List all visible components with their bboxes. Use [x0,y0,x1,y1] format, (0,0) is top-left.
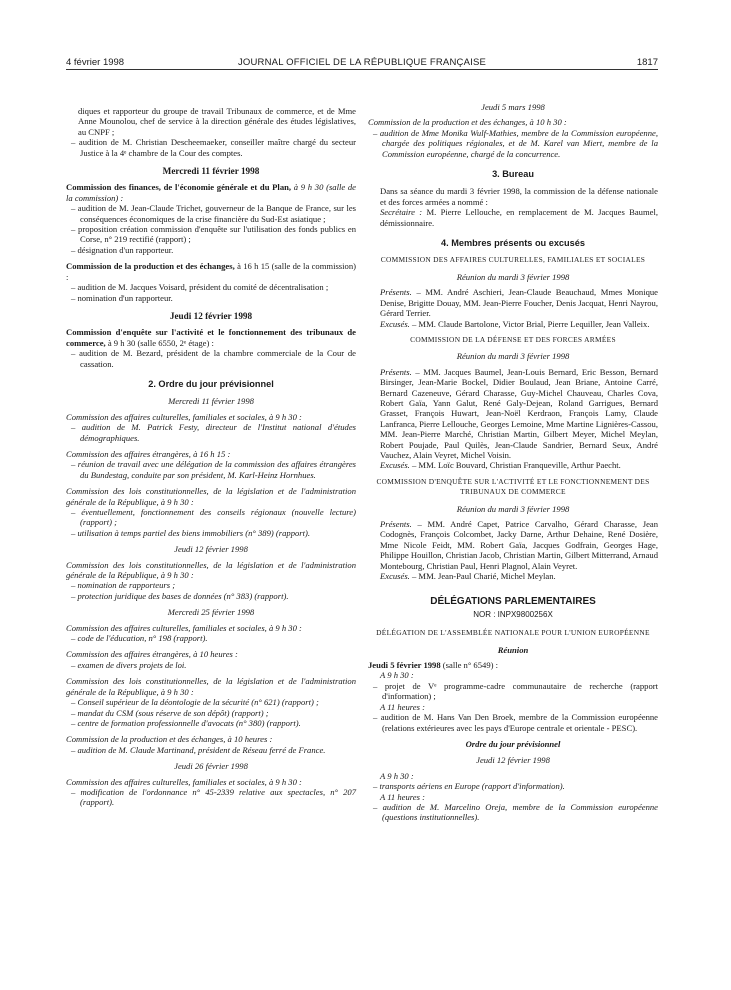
production-commission [66,261,356,303]
commission-title: Commission de la production et des échanges, à 10 heures : [66,734,273,745]
attendance-block [368,367,658,471]
commission-title: Commission des affaires culturelles, familiales et sociales, à 9 h 30 : [66,622,302,633]
attendance-block [368,287,658,329]
agenda-block [66,449,356,480]
date-heading: Mercredi 11 février 1998 [162,166,260,177]
agenda-block [66,649,356,670]
list-item: – proposition création commission d'enquête sur l'utilisation des fonds publics en Corse, n° 219 rectifié (rapport) ; [66,224,356,245]
agenda-block [66,560,356,602]
attendance-label: Excusés. [380,460,410,471]
agenda-heading: Ordre du jour prévisionnel [465,738,561,749]
commission-title: Commission des lois constitutionnelles, de la législation et de l'administration générale de la République, à 9 h 30 : [66,559,356,581]
list-item: – modification de l'ordonnance n° 45-2339 relative aux spectacles, n° 207 (rapport). [66,787,356,808]
date-heading: Jeudi 26 février 1998 [174,761,248,772]
commission-name: COMMISSION DE LA DÉFENSE ET DES FORCES ARMÉES [410,334,616,344]
agenda-block [66,734,356,755]
list-item: – Conseil supérieur de la déontologie de la sécurité (n° 621) (rapport) ; [66,697,356,707]
page-number: 1817 [636,57,658,68]
agenda-block [66,412,356,443]
date-heading: Réunion du mardi 3 février 1998 [456,351,570,362]
agenda-block [368,117,658,159]
list-item: – réunion de travail avec une délégation de la commission des affaires étrangères du Bundestag, conduite par son président, M. Karl-Heinz Hornhues. [66,459,356,480]
delegation-name: DÉLÉGATION DE L'ASSEMBLÉE NATIONALE POUR L'UNION EUROPÉENNE [376,628,650,638]
list-item: – mandat du CSM (sous réserve de son dépôt) (rapport) ; [66,708,356,718]
commission-title: Commission des affaires culturelles, familiales et sociales, à 9 h 30 : [66,776,302,787]
commission-title: Commission des affaires étrangères, à 10 heures : [66,649,238,660]
list-item: – audition de M. Claude Martinand, président de Réseau ferré de France. [66,745,356,755]
list-item: – audition de M. Christian Descheemaeker, conseiller maître chargé du secteur Justice à la 4ᵉ chambre de la Cour des comptes. [66,137,356,158]
list-item: – audition de M. Jean-Claude Trichet, gouverneur de la Banque de France, sur les conséquences économiques de la crise financière du Sud-Est asiatique ; [66,203,356,224]
intro-list [66,137,356,158]
list-item: – centre de formation professionnelle d'avocats (n° 380) (rapport). [66,718,356,728]
agenda-list [66,203,356,255]
enquete-commission [66,327,356,369]
attendance-names: – MM. Jacques Baumel, Jean-Louis Bernard, Eric Besson, Bernard Birsinger, Jean-Marie Bockel, Didier Boulaud, Jean Briane, Antoine Carré, Bernard Cazeneuve, Gérard Charasse, Guy-Michel Chauveau, Charles Cova, Robert Gaïa, Yann Galut, René Galy-Dejean, Roland Garrigues, Bernard Grasset, François Huwart, Jean-Noël Kerdraon, François Lamy, Claude Lanfranca, Pierre Lellouche, Georges Lemoine, Mme Martine Lignières-Cassou, MM. Jean-Pierre Marché, Christian Martin, Gilbert Meyer, Michel Meylan, Robert Poujade, Paul Quilès, Jean-Claude Sandrier, Bernard Seux, André Vauchez, Alain Veyret, Michel Voisin. [380,366,658,460]
commission-title: Commission des affaires étrangères, à 16 h 15 : [66,448,231,459]
list-item: – audition de M. Hans Van Den Broek, membre de la Commission européenne (relations extérieures avec les pays d'Europe centrale et orientale - PESC). [368,712,658,733]
date-heading: Mercredi 25 février 1998 [167,607,255,618]
commission-time: à 9 h 30 (salle 6550, 2ᵉ étage) : [107,337,214,348]
list-item: – transports aériens en Europe (rapport d'information). [368,781,658,791]
list-item: – protection juridique des bases de données (n° 383) (rapport). [66,591,356,601]
commission-title: Commission d'enquête sur l'activité et le fonctionnement des tribunaux de commerce, [66,327,356,348]
time-label: A 11 heures : [380,701,425,712]
commission-title: Commission des affaires culturelles, familiales et sociales, à 9 h 30 : [66,411,302,422]
list-item: – examen de divers projets de loi. [66,660,356,670]
bureau-label: Secrétaire : [380,207,423,218]
agenda-block [66,777,356,808]
commission-title: Commission des lois constitutionnelles, de la législation et de l'administration générale de la République, à 9 h 30 : [66,486,356,507]
agenda-list [66,348,356,369]
list-item: – nomination de rapporteurs ; [66,580,356,590]
agenda-block [66,623,356,644]
left-column [66,106,356,814]
date-heading: Réunion du mardi 3 février 1998 [456,503,570,514]
list-item: – désignation d'un rapporteur. [66,245,356,255]
list-item: – audition de M. Patrick Festy, directeur de l'Institut national d'études démographiques. [66,422,356,443]
date-heading: Jeudi 12 février 1998 [476,755,550,766]
attendance-label: Présents. [380,287,412,298]
attendance-names: – MM. Loïc Bouvard, Christian Franqueville, Arthur Paecht. [411,460,621,471]
commission-name: COMMISSION DES AFFAIRES CULTURELLES, FAMILIALES ET SOCIALES [380,255,646,265]
attendance-names: – MM. Claude Bartolone, Victor Brial, Pierre Lequiller, Jean Valleix. [411,318,650,329]
reunion-heading: Réunion [497,644,529,655]
list-item: – audition de M. Bezard, président de la chambre commerciale de la Cour de cassation. [66,348,356,369]
list-item: – code de l'éducation, n° 198 (rapport). [66,633,356,643]
list-item: – audition de Mme Monika Wulf-Mathies, membre de la Commission européenne, chargée des politiques régionales, et de M. Karel van Miert, membre de la Commission européenne, chargé de la concurrence. [368,128,658,159]
date-heading: Réunion du mardi 3 février 1998 [456,271,570,282]
section-heading: 2. Ordre du jour prévisionnel [148,378,274,389]
commission-name: COMMISSION D'ENQUÊTE SUR L'ACTIVITÉ ET LE FONCTIONNEMENT DES TRIBUNAUX DE COMMERCE [376,476,650,497]
commission-title: Commission de la production et des échanges, à 10 h 30 : [368,117,567,128]
delegations-title: DÉLÉGATIONS PARLEMENTAIRES [430,596,596,608]
agenda-list [66,282,356,303]
reunion-date: Jeudi 5 février 1998 [368,660,441,671]
commission-title: Commission des finances, de l'économie générale et du Plan, [66,182,292,193]
date-heading: Jeudi 5 mars 1998 [481,102,545,112]
commission-time: à 9 h 30 (salle de la commission) : [66,182,356,203]
reunion-room: (salle n° 6549) : [442,660,499,671]
date-heading: Jeudi 12 février 1998 [174,544,248,555]
date-heading: Mercredi 11 février 1998 [168,396,254,407]
right-column [368,102,658,829]
commission-title: Commission des lois constitutionnelles, de la législation et de l'administration générale de la République, à 9 h 30 : [66,676,356,697]
header-rule [66,69,658,70]
finance-commission [66,182,356,255]
agenda-block [368,771,658,823]
attendance-label: Excusés. [380,571,410,582]
attendance-names: – MM. Jean-Paul Charié, Michel Meylan. [411,571,556,582]
agenda-block [66,486,356,538]
intro-block [66,106,356,158]
time-label: A 9 h 30 : [380,770,414,781]
attendance-label: Excusés. [380,318,410,329]
list-item: – nomination d'un rapporteur. [66,293,356,303]
bureau-text: Dans sa séance du mardi 3 février 1998, la commission de la défense nationale et des forces armées a nommé : [380,186,658,207]
section-heading: 4. Membres présents ou excusés [440,238,585,249]
date-heading: Jeudi 12 février 1998 [169,310,253,321]
bureau-block [368,186,658,228]
list-item: – audition de M. Jacques Voisard, président du comité de décentralisation ; [66,282,356,292]
list-item: – utilisation à temps partiel des biens immobiliers (n° 389) (rapport). [66,528,356,538]
attendance-block [368,519,658,581]
agenda-block [66,676,356,728]
list-item: – éventuellement, fonctionnement des conseils régionaux (nouvelle lecture) (rapport) ; [66,507,356,528]
time-label: A 9 h 30 : [380,670,414,681]
time-label: A 11 heures : [380,791,425,802]
commission-title: Commission de la production et des échanges, [66,261,235,272]
header-date: 4 février 1998 [66,57,125,68]
section-heading: 3. Bureau [492,169,534,180]
attendance-label: Présents. [380,366,412,377]
bureau-text: M. Pierre Lellouche, en remplacement de M. Jacques Baumel, démissionnaire. [380,207,658,228]
attendance-label: Présents. [380,519,412,529]
commission-time: à 16 h 15 (salle de la commission) : [66,261,356,282]
list-item: – audition de M. Marcelino Oreja, membre de la Commission européenne (questions institutionnelles). [368,802,658,823]
header-title: JOURNAL OFFICIEL DE LA RÉPUBLIQUE FRANÇAISE [237,57,487,68]
reunion-block [368,660,658,733]
attendance-names: – MM. André Aschieri, Jean-Claude Beauchaud, Mmes Monique Denise, Brigitte Douay, MM. Jean-Pierre Foucher, Denis Jacquat, Henri Nayrou, Gérard Terrier. [380,287,658,319]
attendance-names: – MM. André Capet, Patrice Carvalho, Gérard Charasse, Jean Codognès, François Colcombet, Jacky Darne, Arthur Dehaine, René Dosière, Mme Nicole Feidt, MM. Robert Gaïa, Jacques Godfrain, Georges Hage, Philippe Houillon, Christian Jacob, Christian Martin, Gilbert Mitterrand, Arnaud Montebourg, Christian Paul, Henri Plagnol, Alain Veyret. [380,519,658,571]
nor-reference: NOR : INPX9800256X [473,609,553,619]
intro-text: diques et rapporteur du groupe de travail Tribunaux de commerce, et de Mme Anne Mounolou, chef de service à la direction générale des études législatives, au CNPF ; [78,106,356,137]
list-item: – projet de Vᵉ programme-cadre communautaire de recherche (rapport d'information) ; [368,681,658,702]
